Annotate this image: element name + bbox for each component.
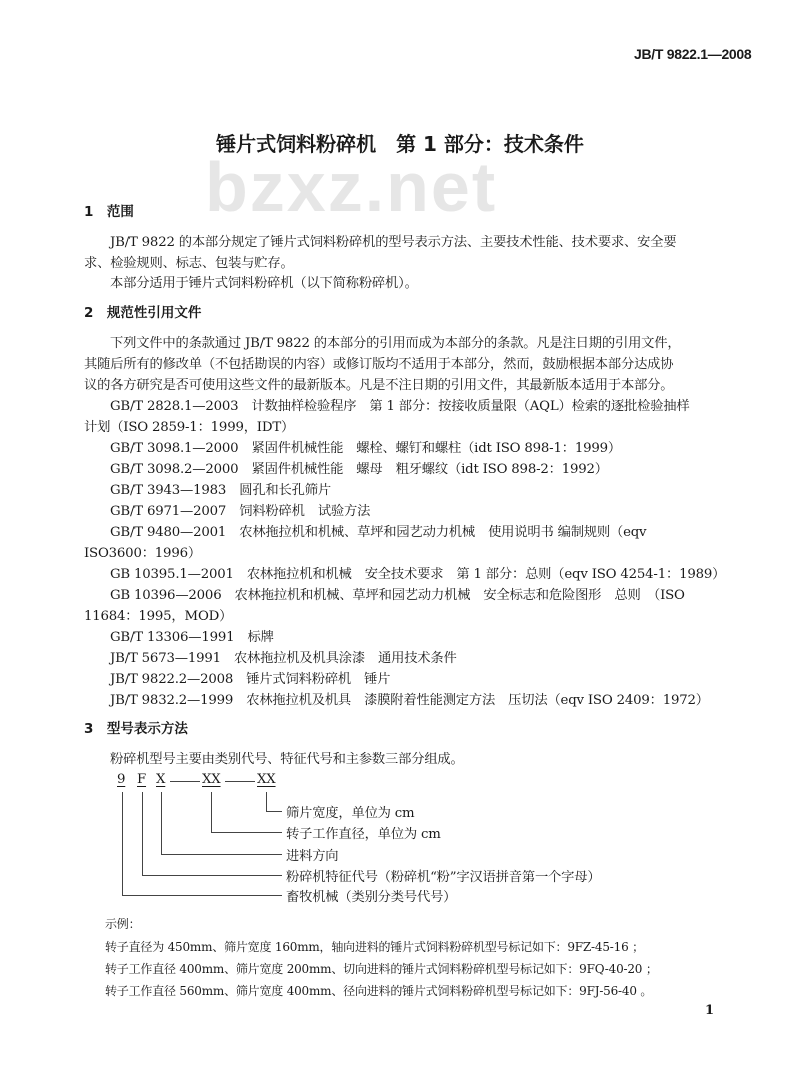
section-heading-scope: 1 范围 bbox=[84, 204, 134, 220]
example-line: 转子工作直径 560mm、筛片宽度 400mm、径向进料的锤片式饲料粉碎机型号标记如下：9FJ-56-40 。 bbox=[105, 984, 653, 998]
reference-item: JB/T 9832.2—1999 农林拖拉机及机具 漆膜附着性能测定方法 压切法（eqv ISO 2409：1972） bbox=[110, 693, 709, 708]
code-x: X bbox=[156, 772, 166, 787]
example-line: 转子工作直径 400mm、筛片宽度 200mm、切向进料的锤片式饲料粉碎机型号标记如下：9FQ-40-20 ； bbox=[105, 962, 658, 976]
page-title: 锤片式饲料粉碎机 第 1 部分：技术条件 bbox=[216, 132, 584, 156]
label-feature-code: 粉碎机特征代号（粉碎机“粉”字汉语拼音第一个字母） bbox=[286, 870, 601, 885]
code-dash bbox=[225, 781, 255, 782]
connector bbox=[122, 895, 282, 896]
watermark: bzxz.net bbox=[205, 148, 498, 226]
standard-number: JB/T 9822.1—2008 bbox=[634, 46, 752, 62]
section-heading-model: 3 型号表示方法 bbox=[84, 721, 188, 737]
reference-item: JB/T 5673—1991 农林拖拉机及机具涂漆 通用技术条件 bbox=[110, 651, 457, 666]
reference-item: GB/T 2828.1—2003 计数抽样检验程序 第 1 部分：按接收质量限（AQL）检索的逐批检验抽样 bbox=[110, 399, 690, 414]
paragraph-line: 下列文件中的条款通过 JB/T 9822 的本部分的引用而成为本部分的条款。凡是注日期的引用文件， bbox=[110, 336, 681, 351]
paragraph-line: 求、检验规则、标志、包装与贮存。 bbox=[84, 256, 294, 271]
reference-item: GB/T 6971—2007 饲料粉碎机 试验方法 bbox=[110, 504, 371, 519]
reference-item: JB/T 9822.2—2008 锤片式饲料粉碎机 锤片 bbox=[110, 672, 391, 687]
connector bbox=[211, 792, 212, 832]
reference-item: GB/T 13306—1991 标牌 bbox=[110, 630, 274, 645]
section-heading-references: 2 规范性引用文件 bbox=[84, 305, 202, 321]
connector bbox=[122, 792, 123, 895]
label-feed-direction: 进料方向 bbox=[286, 849, 339, 864]
label-category-code: 畜牧机械（类别分类号代号） bbox=[286, 890, 457, 905]
reference-item: GB 10395.1—2001 农林拖拉机和机械 安全技术要求 第 1 部分：总则（eqv ISO 4254-1：1989） bbox=[110, 567, 726, 582]
code-f: F bbox=[137, 772, 147, 787]
connector bbox=[266, 792, 267, 811]
connector bbox=[161, 854, 282, 855]
paragraph-line: JB/T 9822 的本部分规定了锤片式饲料粉碎机的型号表示方法、主要技术性能、技术要求、安全要 bbox=[110, 235, 677, 250]
code-xx-width: XX bbox=[257, 772, 276, 787]
connector bbox=[142, 792, 143, 875]
code-xx-diameter: XX bbox=[202, 772, 221, 787]
example-line: 转子直径为 450mm、筛片宽度 160mm，轴向进料的锤片式饲料粉碎机型号标记如下：9FZ-45-16 ； bbox=[105, 940, 644, 954]
reference-item: GB/T 9480—2001 农林拖拉机和机械、草坪和园艺动力机械 使用说明书 编制规则（eqv bbox=[110, 525, 647, 540]
reference-item-cont: ISO3600：1996） bbox=[84, 546, 201, 561]
reference-item-cont: 计划（ISO 2859-1：1999，IDT） bbox=[84, 420, 295, 435]
code-dash bbox=[170, 781, 200, 782]
connector bbox=[266, 811, 282, 812]
paragraph-line: 粉碎机型号主要由类别代号、特征代号和主参数三部分组成。 bbox=[110, 752, 464, 767]
example-label: 示例： bbox=[105, 917, 141, 931]
code-9: 9 bbox=[117, 772, 126, 787]
connector bbox=[161, 792, 162, 854]
reference-item-cont: 11684：1995，MOD） bbox=[84, 609, 233, 624]
reference-item: GB/T 3943—1983 圆孔和长孔筛片 bbox=[110, 483, 331, 498]
reference-item: GB 10396—2006 农林拖拉机和机械、草坪和园艺动力机械 安全标志和危险图形 总则 （ISO bbox=[110, 588, 685, 603]
label-screen-width: 筛片宽度，单位为 cm bbox=[286, 806, 415, 821]
connector bbox=[142, 875, 282, 876]
page-number: 1 bbox=[705, 1003, 715, 1018]
paragraph-line: 本部分适用于锤片式饲料粉碎机（以下简称粉碎机）。 bbox=[110, 276, 418, 291]
label-rotor-diameter: 转子工作直径，单位为 cm bbox=[286, 827, 441, 842]
paragraph-line: 议的各方研究是否可使用这些文件的最新版本。凡是不注日期的引用文件，其最新版本适用于本部分。 bbox=[84, 378, 674, 393]
connector bbox=[211, 832, 282, 833]
paragraph-line: 其随后所有的修改单（不包括勘误的内容）或修订版均不适用于本部分，然而，鼓励根据本部分达成协 bbox=[84, 357, 674, 372]
reference-item: GB/T 3098.2—2000 紧固件机械性能 螺母 粗牙螺纹（idt ISO 898-2：1992） bbox=[110, 462, 608, 477]
reference-item: GB/T 3098.1—2000 紧固件机械性能 螺栓、螺钉和螺柱（idt ISO 898-1：1999） bbox=[110, 441, 621, 456]
